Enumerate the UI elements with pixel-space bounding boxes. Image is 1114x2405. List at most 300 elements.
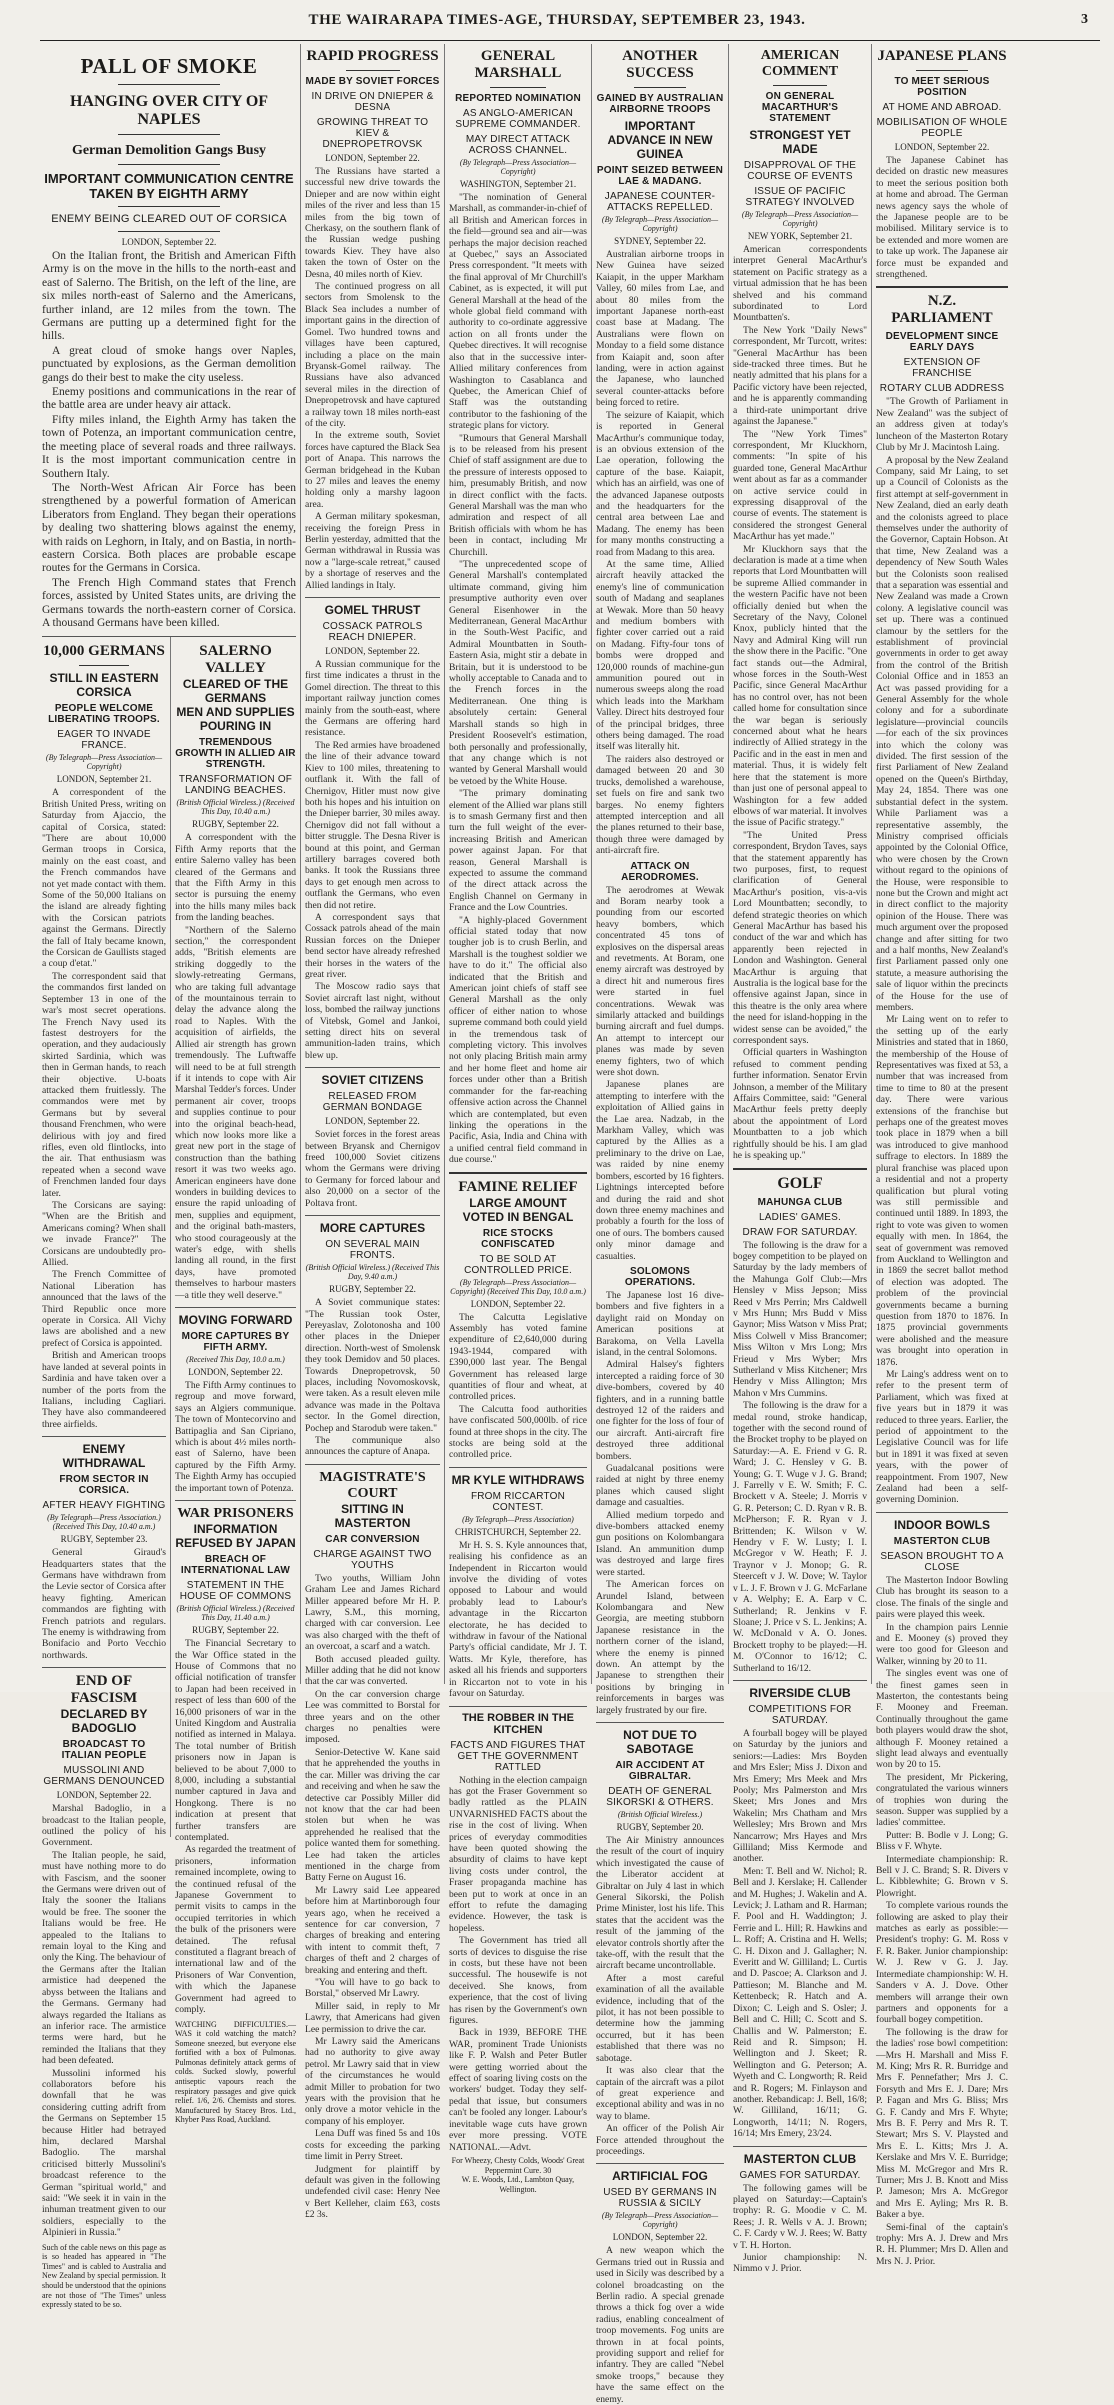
article-body [42,1547,166,1661]
divider [42,1436,166,1437]
paragraph: The New York "Daily News" correspondent, Mr Turcott, writes: "General MacArthur has been side-tracked three times. But he neatly admitted that his plans for a Pacific victory have been rejected, and he is apparently commanding a third-rate unimportant drive against the Japanese." [733,324,867,428]
paragraph: On the Italian front, the British and American Fifth Army is on the move in the hills to the north-east and east of Salerno. The British, on the left of the line, are six miles north-east of Salerno and the Americans, further inland, are 12 miles from the town. The Germans are putting up a determined fight for the hills. [42,250,296,343]
divider [773,85,827,86]
paragraph: Guadalcanal positions were raided at night by three enemy planes which caused slight damage and casualties. [596,1463,724,1509]
article-end-of-fascism [42,1673,166,2310]
advertisement: W. E. Woods, Ltd., Lambton Quay, Wellington. [461,2175,575,2194]
article-body [305,1129,440,1209]
dateline: RUGBY, September 22. [192,1625,279,1636]
paragraph: The American forces on Arundel Island, between Kolombangara and New Georgia, are meeting stubborn Japanese resistance in the northern corner of the island, where the enemy is pinned down. An attempt by the Japanese to strengthen their positions by bringing in reinforcements in barges was largely frustrated by our fire. [596,1579,724,1716]
advertisement: WATCHING DIFFICULTIES.—WAS it cold watching the match? Someone sneezed, but everyone else fortified with a box of Pulmonas. Pulmonas definitely attack germs of colds. Sucked slowly, powerful antiseptic vapours reach the respiratory passages and give quick relief. 1/6, 2/6. Chemists and stores. Manufactured by Stacey Bros. Ltd., Khyber Pass Road, Auckland. [175,2019,296,2125]
article-body [733,244,867,1162]
divider [346,70,400,71]
article-robber-in-kitchen [449,1712,587,2195]
paragraph: Official quarters in Washington refused to comment pending further information. Senator Ervin Johnson, a member of the Military Affairs Committee, said: "General MacArthur feels pretty deeply about the appointment of Lord Mountbatten to a job which rightfully should be his. I am glad he is speaking up." [733,1047,867,1162]
credit: (British Official Wireless.) (Received This Day, 9.40 a.m.) [305,1263,440,1282]
subheading: JAPANESE COUNTER-ATTACKS REPELLED. [604,191,716,213]
paragraph: Mr Lawry said the Americans had no authority to give away petrol. Mr Lawry said that in view of the circumstances he would admit Miller to probation for two years with the provision that he only drove a motor vehicle in the company of his employer. [305,2036,440,2127]
paragraph: The following games will be played on Saturday:—Captain's trophy: R. G. Moodie v C. M. Rees; J. R. Wells v A. J. Brown; C. F. Cardy v W. J. Rees; W. Batty v T. H. Horton. [733,2182,867,2251]
headline: GOLF [777,1174,823,1192]
divider [876,1512,1008,1513]
article-body [175,1638,296,2015]
paragraph: Marshal Badoglio, in a broadcast to the Italian people, outlined the policy of his Government. [42,1803,166,1849]
divider [449,1706,587,1707]
divider [305,597,440,598]
credit: (By Telegraph—Press Association.) (Received This Day, 10.40 a.m.) [47,1513,161,1532]
subheading: COSSACK PATROLS REACH DNIEPER. [322,621,423,644]
divider [876,286,1008,288]
paragraph: British and American troops have landed at several points in Sardinia and have taken over a number of the ports from the Italians, including Cagliari. They have also commandeered three airfields. [42,1350,166,1430]
paragraph: Mr Kluckhorn says that the declaration is made at a time when reports that Lord Mountbatten will be supreme Allied commander in the western Pacific have not been officially denied but when the Secretary of the Navy, Colonel Knox, publicly hinted that the Navy and Admiral King will run the show there in the Pacific. "One fact stands out—the Admiral, whose forces in the South-West Pacific, since General MacArthur has no control over, has not been called home for consultation since the war began is seriously concerned about what he hears indirectly of Allied strategy in the Pacific and in the east in men and material. Thus, it is widely felt here that the statement is more than just one of personal appeal to Washington for a few added elbows of war material. It involves the issue of Pacific strategy." [733,543,867,829]
column-rule [300,44,301,1684]
paragraph: A Soviet communique states: "The Russian took Oster, Pereyaslav, Zolotonosha and 100 other places in the Dnieper direction. North-west of Smolensk they took Demidov and 50 places. Towards Dnepropetrovsk, 50 places, including Novomoskovsk, were taken. As a result eleven mile advance was made in the Poltava sector. In the Gomel direction, Pochep and Starodub were taken." [305,1297,440,1434]
subheading: GROWING THREAT TO KIEV & DNEPROPETROVSK [316,117,429,150]
masthead-title: THE WAIRARAPA TIMES-AGE, THURSDAY, SEPTEMBER 23, 1943. [308,12,806,28]
divider [118,206,220,207]
dateline: LONDON, September 22. [325,1116,420,1127]
divider [175,1500,296,1501]
headline-naples: HANGING OVER CITY OF NAPLES [69,93,269,128]
paragraph: To complete various rounds the following are asked to play their matches as early as possible:—President's trophy: G. M. Ross v F. R. Baker. Junior championship: W. J. Rew v G. J. Jay. Intermediate championship: W. H. Sanders v A. J. Dove. Other members will arrange their own partners and opponents for a fourball bogey competition. [876,1900,1008,2026]
paragraph: "You will have to go back to Borstal," observed Mr Lawry. [305,1977,440,2000]
paragraph: The Masterton Indoor Bowling Club has brought its season to a close. The finals of the single and pairs were played this week. [876,1574,1008,1621]
dateline: LONDON, September 22. [121,237,217,247]
credit: (British Official Wireless.) (Received This Day, 11.40 a.m.) [176,1604,295,1623]
paragraph: As regarded the treatment of prisoners, information remained incomplete, owing to the continued refusal of the Japanese Government to permit visits to camps in the occupied territories in which the bulk of the prisoners were detained. The refusal constituted a flagrant breach of international law and of the Prisoners of War Convention, with which the Japanese Government had agreed to comply. [175,1844,296,2016]
divider [596,1722,724,1723]
paragraph: In the extreme south, Soviet forces have captured the Black Sea port of Anapa. This narrows the German bridgehead in the Kuban to 27 miles and leaves the enemy holding only a marshy lagoon area. [305,430,440,510]
headline-communication-centre: IMPORTANT COMMUNICATION CENTRE TAKEN BY EIGHTH ARMY [44,171,294,201]
paragraph: Enemy positions and communications in the rear of the battle area are under heavy air attack. [42,386,296,412]
paragraph: Men: T. Bell and W. Nichol; R. Bell and J. Kerslake; H. Callender and M. Hughes; J. Wakelin and A. Levick; J. Latham and R. Harman; F. Pool and H. Waddington; J. Ferrie and L. Hill; R. Hawkins and L. Roff; A. Cristina and H. Wells; C. H. Dixon and J. Gallagher; N. Everitt and W. Gilliland; L. Curtis and D. Pascoe; A. Clarkson and J. Pattieson; M. Blanche and M. Kettenbeck; R. Hatch and A. Dixon; C. Leigh and S. Osler; J. Bell and C. Hill; C. Scott and S. Challis and W. Palmerston; E. Reid and R. Simpson; H. Wellington and J. Skeet; R. Wellington and G. Peterson; A. Wyeth and C. Longworth; R. Reid and R. Rogers; M. Finlayson and another. Rebandicap: J. Bell, 16/8; W. Gilliland, 16/11; G. Longworth, 14/11; N. Rogers, 16/14; Mrs Emery, 23/24. [733,1865,867,2140]
subheading: CHARGE AGAINST TWO YOUTHS [313,1548,432,1571]
paragraph: Soviet forces in the forest areas between Bryansk and Chernigov freed 100,000 Soviet citizens whom the Germans were driving to Germany for forced labour and also 20,000 on a sector of the Poltava front. [305,1129,440,1209]
headline: DECLARED BY BADOGLIO [60,1707,148,1736]
article-body [596,2245,724,2405]
credit: (By Telegraph—Press Association—Copyright) [601,2211,719,2230]
column-2-lower [175,637,296,2125]
paragraph: Two youths, William John Graham Lee and James Richard Miller appeared before Mr H. P. Lawry, S.M., this morning, charged with car conversion. Lee was also charged with the theft of an overcoat, a scarf and a watch. [305,1572,440,1653]
page-number: 3 [1081,12,1088,27]
subheading: ON GENERAL MACARTHUR'S STATEMENT [761,91,839,124]
headline: MORE CAPTURES [319,1221,426,1236]
headline: RIVERSIDE CLUB [749,1685,851,1700]
article-war-prisoners [175,1506,296,2125]
subheading: MAY DIRECT ATTACK ACROSS CHANNEL. [465,134,571,156]
paragraph: Miller said, in reply to Mr Lawry, that Americans had given Lee permission to drive the car. [305,2000,440,2035]
headline-demolition: German Demolition Gangs Busy [71,143,267,158]
column-rule [871,44,872,1684]
credit: (British Official Wireless.) [617,1809,703,1819]
paragraph: Senior-Detective W. Kane said that he apprehended the youths in the car. Miller was driving the car and receiving and when he saw the detective car Possibly Miller did not know that the car had been stolen but when he was apprehended he realised that the police wanted them for something. Lee had taken the articles mentioned in the charge from Batty Ferne on August 16. [305,1746,440,1884]
dateline: LONDON, September 21. [56,774,152,785]
paragraph: Admiral Halsey's fighters intercepted a raiding force of 30 dive-bombers, covered by 40 fighters, and in a running battle destroyed 12 of the raiders and one fighter for the loss of four of our aircraft. Anti-aircraft fire destroyed three additional bombers. [596,1359,724,1462]
column-1-lower [42,637,166,2310]
subheading: TRANSFORMATION OF LANDING BEACHES. [178,774,293,797]
article-body [42,1803,166,2238]
divider [118,231,220,232]
divider [490,87,545,88]
subheading: DISAPPROVAL OF THE COURSE OF EVENTS [743,160,857,182]
headline: GENERAL MARSHALL [474,48,562,81]
subheading: REPORTED NOMINATION [455,93,581,104]
subheading: STATEMENT IN THE HOUSE OF COMMONS [179,1580,292,1603]
divider [449,1467,587,1468]
paragraph: The communique also announces the capture of Anapa. [305,1434,440,1458]
article-body [596,1835,724,2157]
paragraph: The "New York Times" correspondent, Mr Kluckhorn, comments: "In spite of his guarded tone, General MacArthur went about as far as a commander on active service could in expressing disapproval of the course of events. The statement is considered the strongest General MacArthur has yet made." [733,428,867,543]
dateline: SYDNEY, September 22. [614,236,706,246]
subheading: MUSSOLINI AND GERMANS DENOUNCED [43,1765,165,1788]
subheading: PEOPLE WELCOME LIBERATING TROOPS. [48,703,160,726]
paragraph: Putter: B. Bodle v J. Long; G. Bliss v F. Whyte. [876,1829,1008,1853]
paragraph: The Moscow radio says that Soviet aircraft last night, without loss, bombed the railway junctions of Vitebsk, Gomel and Jankoi, setting direct hits on several ammunition-laden trains, which blew up. [305,981,440,1061]
paragraph: "The nomination of General Marshall, as commander-in-chief of all British and American forces in the field—ground sea and air—was perhaps the major decision reached at Quebec," says an Associated Press correspondent. "It meets with the final approval of Mr Churchill's Cabinet, as is expected, it will put General Marshall at the head of the whole global field command with authority to co-ordinate aggressive action on all fronts under the Quebec directives. It will recognise also that in the successive inter-Allied military conferences from Washington to Casablanca and Quebec, the American Chief of Staff was the outstanding contributor to the fashioning of the strategic plans for victory. [449,192,587,432]
paragraph: It was also clear that the captain of the aircraft was a pilot of great experience and exceptional ability and was in no way to blame. [596,2065,724,2122]
dateline: RUGBY, September 22. [329,1284,416,1295]
subheading: TO MEET SERIOUS POSITION [894,76,990,98]
headline: WAR PRISONERS [177,1506,294,1522]
headline-pall-of-smoke: PALL OF SMOKE [80,54,258,78]
divider [305,1215,440,1216]
headline: NOT DUE TO SABOTAGE [623,1727,697,1756]
masthead-rule [40,40,1100,41]
subheading: DRAW FOR SATURDAY. [742,1226,858,1238]
dateline: RUGBY, September 22. [192,819,279,830]
subheading: RICE STOCKS CONFISCATED [481,1227,555,1250]
headline: END OF FASCISM [70,1673,138,1707]
paragraph: The Financial Secretary to the War Office stated in the House of Commons that no official notification of transfer to Japan had been received in respect of less than 600 of the 16,000 prisoners of war in the United Kingdom and Australia notified as interned in Malaya. The total number of British prisoners now in Japan is believed to be about 7,000 to 8,000, including a substantial number captured in Java and Hongkong. There is no indication at present that further transfers are contemplated. [175,1638,296,1843]
paragraph: Both accused pleaded guilty. Miller adding that he did not know that the car was converted. [305,1653,440,1688]
dateline: NEW YORK, September 21. [747,231,853,241]
paragraph: A new weapon which the Germans tried out in Russia and used in Sicily was described by a colonel broadcasting on the Berlin radio. A special grenade throws a thick fog over a wide radius, enabling concealment of troop movements. Fog units are thrown in at focal points, providing support and relief for infantry. They are called "Nebel smoke troops," because they have the same effect on the enemy. [596,2245,724,2405]
article-american-comment [733,48,867,1162]
paragraph: "The United Press correspondent, Brydon Taves, says that the statement apparently has two purposes, first, to request clarification of General MacArthur's position, vis-a-vis Lord Mountbatten; secondly, to defend strategic theories on which General MacArthur has based his conduct of the war and which has apparently been rejected in London and Washington. General MacArthur is arguing that Australia is the logical base for the offensive against Japan, since in this theatre is the only area where the need for island-hopping in the widest sense can be avoided," the correspondent says. [733,829,867,1047]
article-rapid-progress [305,48,440,591]
headline: IMPORTANT ADVANCE IN NEW GUINEA [607,119,713,161]
subheading: USED BY GERMANS IN RUSSIA & SICILY [603,2187,717,2210]
paragraph: Mr Laing's address went on to refer to the present term of Parliament, which was fixed at five years but in 1879 it was reduced to three years. Earlier, the period of appointment to the Legislative Council was for life but in 1891 it was fixed at seven years, with the power of reappointment. From 1907, New Zealand had been a self-governing Dominion. [876,1369,1008,1506]
column-rule [170,637,171,1837]
subheading: BREACH OF INTERNATIONAL LAW [180,1554,291,1577]
article-nz-parliament [876,293,1008,1505]
subheading: SEASON BROUGHT TO A CLOSE [880,1550,1004,1573]
dateline: LONDON, September 22. [470,1298,566,1309]
headline: LARGE AMOUNT VOTED IN BENGAL [462,1195,574,1224]
subheading: MOBILISATION OF WHOLE PEOPLE [876,117,1008,139]
article-more-captures [305,1221,440,1458]
dateline: LONDON, September 22. [188,1367,283,1378]
subheading: FROM SECTOR IN CORSICA. [59,1474,149,1497]
subheading: LADIES' GAMES. [759,1211,841,1223]
article-body [876,1575,1008,2267]
article-gomel-thrust [305,603,440,1061]
headline: MR KYLE WITHDRAWS [451,1472,585,1487]
article-body [876,396,1008,1505]
paragraph: The Russians have started a successful new drive towards the Dnieper and are now within eight miles of the river and less than 15 miles from the big town of Cherkasy, on the southern flank of the Russian wedge pushing towards Kiev. They have also taken the town of Oster on the Desna, 40 miles north of Kiev. [305,166,440,280]
paragraph: General Giraud's Headquarters states that the Germans have withdrawn from the Levie sector of Corsica after heavy fighting. American commandos are fighting with French patriots and regulars. The enemy is withdrawing from Bonifacio and Porto Vecchio northwards. [42,1547,166,1661]
paragraph: American correspondents interpret General MacArthur's statement on Pacific strategy as a virtual admission that he has been shelved and his command subordinated to Lord Mountbatten's. [733,244,867,324]
column-rule [728,44,729,1684]
subheading: CAR CONVERSION [325,1533,420,1545]
paragraph: Junior championship: N. Nimmo v J. Prior. [733,2252,867,2275]
paragraph: The raiders also destroyed or damaged between 20 and 30 trucks, demolished a warehouse, set fuels on fire and sank two barges. No enemy fighters attempted interception and all the planes returned to their base, though three were damaged by anti-aircraft fire. [596,753,724,857]
headline: MOVING FORWARD [178,1313,293,1328]
column-4 [449,44,587,2194]
article-mr-kyle [449,1473,587,1700]
column-6 [733,44,867,2275]
article-body [305,659,440,1061]
column-3 [305,44,440,2221]
article-another-success [596,48,724,1716]
headline: ARTIFICIAL FOG [612,2169,708,2184]
headline: RAPID PROGRESS [306,48,439,64]
headline: INFORMATION REFUSED BY JAPAN [175,1522,296,1551]
subheading: IN DRIVE ON DNIEPER & DESNA [311,91,434,113]
subheading: ROTARY CLUB ADDRESS [879,383,1005,395]
headline: SALERNO VALLEY [199,643,272,677]
paragraph: The Corsicans are saying: "When are the British and Americans coming? When shall we invade France?" The Corsicans are undoubtedly pro-Allied. [42,1200,166,1269]
paragraph: A correspondent of the British United Press, writing on Saturday from Ajaccio, the capital of Corsica, stated: "There are about 10,000 German troops in Corsica, mainly on the east coast, and the French commandos have not yet made contact with them. Some of the 50,000 Italians on the island are already fighting with the Corsican patriots against the Germans. Directly the fall of Italy became known, the Corsican de Gaullists staged a coup d'etat." [42,787,166,970]
divider [733,2146,867,2147]
subheading: GAINED BY AUSTRALIAN AIRBORNE TROOPS [596,93,724,115]
paragraph: A correspondent with the Fifth Army reports that the entire Salerno valley has been cleared of the Germans and that the Fifth Army in this sector is pursuing the enemy into the hills many miles back from the landing beaches. [175,832,296,924]
divider [733,1680,867,1681]
article-masterton-club [733,2152,867,2275]
credit: (By Telegraph—Press Association—Copyright) (Received This Day, 10.0 a.m.) [450,1277,586,1296]
divider [596,2163,724,2164]
article-enemy-withdrawal [42,1442,166,1661]
article-body [449,192,587,1166]
paragraph: The correspondent said that the commandos first landed on September 13 in one of the war's most secret operations. The French Navy used its fastest destroyers for the operation, and they audaciously skirted Sardinia, which was then in German hands, to reach their objective. U-boats attacked them fruitlessly. The commandos were met by Germans but by several thousand Frenchmen, who were delirious with joy and fired rifles, even old flintlocks, into the air. That enthusiasm was repeated when a second wave of Frenchmen landed four days later. [42,970,166,1199]
paragraph: Judgment for plaintiff by default was given in the following undefended civil case: Henry Nee v Bert Kelleher, claim £63, costs £2 3s. [305,2163,440,2221]
headline: GOMEL THRUST [324,603,421,618]
subheading: TO BE SOLD AT CONTROLLED PRICE. [464,1253,572,1276]
article-body [449,1540,587,1700]
paragraph: Australian airborne troops in New Guinea have seized Kaiapit, in the upper Markham Valley, 60 miles from Lae, and about 80 miles from the important Japanese north-east coast base at Madang. The Australians were flown on Monday to a field some distance from Kaiapit and, soon after landing, were in action against the Japanese, who launched several counter-attacks before being forced to retire. [596,249,724,409]
subheading: EAGER TO INVADE FRANCE. [57,729,151,752]
subheading: EXTENSION OF FRANCHISE [903,357,981,380]
divider [305,1067,440,1068]
paragraph: A Russian communique for the first time indicates a thrust in the Gomel direction. The threat to this important railway junction comes mainly from the south-east, where the Germans are offering hard resistance. [305,659,440,739]
paragraph: Lena Duff was fined 5s and 10s costs for exceeding the parking time limit in Perry Street. [305,2128,440,2163]
paragraph: "Rumours that General Marshall is to be released from his present Chief of staff assignment are due to the pressure of interests opposed to him, presumably British, and now in direct conflict with the facts. General Marshall was the man who admiration and respect of all British officials with whom he has been in contact, including Mr Churchill. [449,432,587,558]
article-body [733,1240,867,1674]
subheading: BROADCAST TO ITALIAN PEOPLE [61,1739,147,1762]
paragraph: A fourball bogey will be played on Saturday by the juniors and seniors:—Ladies: Mrs Boyden and Mrs Esler; Miss J. Dixon and Mrs Emery; Mrs Meek and Mrs Pooly; Mrs Palmerston and Mrs Skeet; Mrs Jones and Mrs Wakelin; Mrs Chatham and Mrs Wellesley; Mrs Brown and Mrs Nancarrow; Mrs Hayes and Mrs Gilliland; Miss Kermode and another. [733,1727,867,1865]
divider [118,164,220,165]
subheading: AFTER HEAVY FIGHTING [42,1500,166,1512]
credit: (By Telegraph—Press Association—Copyright) [459,158,577,176]
dateline: WASHINGTON, September 21. [459,179,577,189]
paragraph: The North-West African Air Force has been strengthened by a powerful formation of American Liberators from England. They began their operations by dealing two shattering blows against the enemy, with raids on Leghorn, in Italy, and on Bastia, in north-eastern Corsica. Both places are probable escape routes for the Germans in Corsica. [42,481,296,575]
paragraph: The following is the draw for a bogey competition to be played on Saturday by the lady members of the Mahunga Golf Club:—Mrs Hensley v Miss Jepson; Miss Reed v Mrs Perrin; Mrs Caldwell v Mrs Hunn; Mrs Budd v Miss Gaynor; Miss Watson v Miss Prat; Miss Colwell v Miss Brancomer; Miss Wilton v Mrs Long; Mrs Frieud v Mrs Wyber; Mrs Sutherland v Miss Kitchener; Mrs Hendry v Miss Allington; Mrs Mahon v Mrs Cummins. [733,1239,867,1399]
article-body [596,1290,724,1716]
subheading: ATTACK ON AERODROMES. [621,860,699,883]
paragraph: The Government has tried all sorts of devices to disguise the rise in costs, but these have not been successful. The housewife is not deceived. She knows, from experience, that the cost of living has risen by the Government's own figures. [449,1935,587,2027]
paragraph: In the champion pairs Lennie and E. Mooney (s) proved they were too good for Gleeson and Walker, winning by 20 to 11. [876,1621,1008,1667]
article-10000-germans [42,643,166,1430]
subheading: ISSUE OF PACIFIC STRATEGY INVOLVED [745,186,855,208]
paragraph: On the car conversion charge Lee was committed to Borstal for three years and on the other charges no penalties were imposed. [305,1688,440,1746]
dateline: RUGBY, September 20. [616,1821,704,1832]
headline: MEN AND SUPPLIES POURING IN [176,705,295,734]
credit: (By Telegraph—Press Association—Copyright) [741,210,859,228]
dateline: RUGBY, September 23. [60,1534,148,1545]
divider [305,1464,440,1465]
subheading: COMPETITIONS FOR SATURDAY. [748,1703,852,1726]
headline: MASTERTON CLUB [743,2151,857,2166]
article-body [305,166,440,591]
paragraph: Mr Laing went on to refer to the setting up of the early Ministries and stated that in 1860, the membership of the House of Representatives was fixed at 53, a number that was increased from time to time to 80 at the present day. There were various extensions of the franchise but perhaps one of the greatest moves took place in 1879 when a bill was introduced to give manhood suffrage to electors. In 1889 the plural franchise was placed upon a residential and not a property qualification but plural voting was still permissible and continued until 1889. In 1893, the right to vote was given to women equally with men. In 1864, the seat of government was removed from Auckland to Wellington and in 1869 the secret ballot method of election was adopted. The problem of the provincial governments became a burning question from 1870 to 1876. In 1875 provincial governments were abolished and the measure was brought into operation in 1876. [876,1014,1008,1368]
paragraph: A German military spokesman, receiving the foreign Press in Berlin yesterday, admitted that the German withdrawal in Russia was now a "large-scale retreat," caused by a shortage of reserves and the Allied landings in Italy. [305,511,440,591]
paragraph: The following is the draw for a medal round, stroke handicap, together with the second round of the Brocket trophy to be played on Saturday:—A. E. Friend v G. R. Ward; J. C. Hensley v G. B. Young; G. T. Wuge v J. G. Brand; J. Farrelly v E. W. Smith; F. C. Brockett v A. Steele; J. Morris v G. R. Peterson; C. D. Ryan v R. B. McPherson; F. R. Ryan v J. Brittenden; K. Wilson v W. Hendry v F. W. Lusty; I. I. McGregor v W. Heath; F. J. Traynor v J. Monop; G. R. Steerceft v J. W. Dove; W. Taylor v L. J. F. Brown v J. G. McFarlane v A. Welphy; E. A. Earp v C. Sutherland; R. Jenkins v F. Sloane; J. Price v S. L. Jenkins; A. W. McDonald v A. O. Jones. Brockett trophy to be played:—H. M. O'Connor to 16/12; C. Sutherland to 16/12. [733,1400,867,1674]
article-body [596,885,724,1262]
subheading: AS ANGLO-AMERICAN SUPREME COMMANDER. [455,108,581,130]
credit: (British Official Wireless.) (Received This Day, 10.40 a.m.) [176,798,295,817]
divider [634,87,685,88]
article-moving-forward [175,1313,296,1494]
lower-split [42,637,296,2310]
divider [916,70,969,71]
credit: (Received This Day, 10.0 a.m.) [186,1355,285,1365]
paragraph: The continued progress on all sectors from Smolensk to the Black Sea includes a number of important gains in the direction of Gomel. Two hundred towns and villages have been captured, including a place on the main Bryansk-Gomel railway. The Russians have also advanced several miles in the direction of Dnepropetrovsk and have captured a railway town 18 miles north-east of the city. [305,281,440,429]
paragraph: The Calcutta food authorities have confiscated 500,000lb. of rice found at three shops in the city. The stocks are being sold at the controlled price. [449,1403,587,1461]
paragraph: The Japanese lost 16 dive-bombers and five fighters in a daylight raid on Monday on American positions at Barakoma, on Vella Lavella island, in the central Solomons. [596,1289,724,1358]
paragraph: "The unprecedented scope of General Marshall's contemplated ultimate command, giving him presumptive authority even over General Eisenhower in the Mediterranean, General MacArthur in the South-West Pacific, and Admiral Mountbatten in South-Eastern Asia, might stir a debate in Britain, but it is understood to be wholly acceptable to Canada and to the French forces in the Mediterranean. One thing is absolutely certain: General Marshall stands so high in President Roosevelt's estimation, both personally and professionally, that any change which is not wanted by General Marshall would be vetoed by the White House. [449,559,587,787]
divider [118,134,220,135]
article-not-due-to-sabotage [596,1728,724,2157]
dateline: LONDON, September 22. [894,142,990,152]
subheading: AIR ACCIDENT AT GIBRALTAR. [615,1759,705,1782]
masthead [0,8,1114,36]
headline: AMERICAN COMMENT [760,48,840,79]
dateline: LONDON, September 22. [56,1790,152,1801]
headline: ENEMY WITHDRAWAL [62,1442,146,1471]
paragraph: The Japanese Cabinet has decided on drastic new measures to meet the serious position both at home and abroad. The German news agency says the whole of the Japanese people are to be mobilised. Military service is to be extended and more women are to take up work. The Japanese air force must be expanded and strengthened. [876,155,1008,281]
paragraph: The Calcutta Legislative Assembly has voted famine expenditure of £2,640,000 during 1943-1944, compared with £390,000 last year. The Bengal Government has released large quantities of flour and wheat, at controlled prices. [449,1311,587,1403]
article-body [596,249,724,857]
article-body [876,155,1008,280]
column-rule [444,44,445,1684]
paragraph: The president, Mr Pickering, congratulated the various winners of trophies won during the season. Supper was supplied by a ladies' committee. [876,1771,1008,1829]
paragraph: The Red armies have broadened the line of their advance toward Kiev to 100 miles, threatening to outflank it. With the fall of Chernigov, Hitler must now give both his hopes and his intuition on the Dnieper barrier, 30 miles away. Chernigov did not fall without a bitter struggle. The Desna River is bound at this point, and German artillery barrages covered both banks. It took the Russians three days to get enough men across to outflank the Germans, who even then did not retire. [305,739,440,911]
paragraph: At the same time, Allied aircraft heavily attacked the enemy's line of communication south of Madang and seaplanes at Wewak. More than 50 heavy and medium bombers with fighter cover carried out a raid on Madang. Fifty-four tons of bombs were dropped and 120,000 rounds of machine-gun ammunition poured out in numerous sweeps along the road which leads into the Markham Valley. Direct hits destroyed four of the principal bridges, three others being damaged. The road itself was literally hit. [596,558,724,753]
article-salerno-valley [175,643,296,1301]
paragraph: Mr H. S. S. Kyle announces that, realising his confidence as an Independent in Riccarton would involve the dividing of votes opposed to Labour and would probably lead to Labour's advantage in the Riccarton electorate, he has decided to withdraw in favour of the National Party's official candidate, Mr J. T. Watts. Mr Kyle, therefore, has asked all his friends and supporters in Riccarton not to vote in his favour on Saturday. [449,1539,587,1700]
paragraph: The Air Ministry announces the result of the court of inquiry which investigated the cause of the Liberator accident at Gibraltar on July 4 last in which General Sikorski, the Polish Prime Minister, lost his life. This states that the accident was the result of the jamming of the elevator controls shortly after the take-off, with the result that the aircraft became uncontrollable. [596,1834,724,1972]
paragraph: After a most careful examination of all the available evidence, including that of the pilot, it has not been possible to determine how the jamming occurred, but it has been established that there was no sabotage. [596,1972,724,2064]
headline-corsica: ENEMY BEING CLEARED OUT OF CORSICA [51,213,287,225]
paragraph: Intermediate championship: R. Bell v J. C. Brand; S. R. Divers v L. Kibblewhite; G. Brown v S. Plowright. [876,1853,1008,1899]
paragraph: The French Committee of National Liberation has announced that the laws of the Third Republic once more operate in Corsica. All Vichy laws are abolished and a new prefect of Corsica is appointed. [42,1269,166,1349]
headline: STRONGEST YET MADE [749,128,851,156]
headline: STILL IN EASTERN CORSICA [49,671,159,700]
headline: JAPANESE PLANS [877,48,1007,64]
subheading: MASTERTON CLUB [893,1535,991,1547]
headline: ANOTHER SUCCESS [622,48,698,81]
credit: (By Telegraph—Press Association—Copyright) [601,215,719,233]
columns-left [42,44,296,2310]
paragraph: A great cloud of smoke hangs over Naples, punctuated by explosions, as the German demolition gangs do their best to make the city useless. [42,344,296,384]
column-rule [591,44,592,1684]
divider [449,1172,587,1174]
column-5 [596,44,724,2405]
paragraph: A correspondent says that Cossack patrols ahead of the main Russian forces on the Dnieper bend sector have already refreshed their horses in the waters of the great river. [305,911,440,980]
headline: MAGISTRATE'S COURT [319,1469,426,1501]
article-magistrates-court [305,1470,440,2221]
subheading: RELEASED FROM GERMAN BONDAGE [322,1091,423,1114]
headline: THE ROBBER IN THE KITCHEN [462,1711,574,1736]
article-artificial-fog [596,2169,724,2405]
footnote: Such of the cable news on this page as is so headed has appeared in "The Times" and is cabled to Australia and New Zealand by special permission. It should be understood that the opinions are not those of "The Times" unless expressly stated to be so. [42,2242,166,2310]
paragraph: Mr Lawry said Lee appeared before him at Martinborough four years ago, when he received a sentence for car conversion, 7 charges of breaking and entering with intent to commit theft, 7 charges of theft and 2 charges of breaking and entering and theft. [305,1884,440,1976]
paragraph: Nothing in the election campaign has got the Fraser Government so badly rattled as the PLAIN UNVARNISHED FACTS about the rise in the cost of living. When prices of everyday commodities have been quoted showing the absurdity of claims to have kept living costs under control, the Fraser propaganda machine has been put to work at once in an effort to refute the damaging evidence. However, the task is hopeless. [449,1774,587,1934]
article-riverside-club [733,1686,867,2140]
headline: FAMINE RELIEF [458,1178,578,1195]
paragraph: The seizure of Kaiapit, which is reported in General MacArthur's communique today, is an obvious extension of the Lae operation, following the capture of the base. Kaiapit, which has an airfield, was one of the advanced Japanese outposts and the headquarters for the central area between Lae and Madang. The enemy has been for many months constructing a road from Madang to this area. [596,409,724,558]
credit: (By Telegraph—Press Association) [462,1514,574,1524]
dateline: LONDON, September 22. [612,2232,708,2243]
subheading: TREMENDOUS GROWTH IN ALLIED AIR STRENGTH. [175,737,296,771]
subheading: ON SEVERAL MAIN FRONTS. [325,1239,420,1262]
article-body [305,1573,440,2221]
paragraph: Mussolini informed his collaborators before his downfall that he was considering cutting adrift from the Germans on September 15 because Hitler had betrayed him, declared Marshal Badoglio. The marshal criticised bitterly Mussolini's broadcast reference to the German "spiritual world," and said: "We seek it in vain in the inhuman treatment given to our soldiers, especially to the Alpinieri in Russia." [42,2067,166,2239]
article-body [42,787,166,1430]
subheading: FROM RICCARTON CONTEST. [470,1490,566,1513]
credit: (By Telegraph—Press Association—Copyright) [45,753,163,772]
article-golf [733,1175,867,1674]
divider [175,1307,296,1308]
headline: SITTING IN MASTERTON [334,1501,411,1530]
headline: SOVIET CITIZENS [321,1073,424,1088]
article-body [449,1312,587,1461]
advertisement: For Wheezy, Chesty Colds, Woods' Great Peppermint Cure. 30 [451,2155,585,2175]
article-body [305,1297,440,1458]
paragraph: "A highly-placed Government official stated today that now tougher job is to crush Berlin, and Marshall is the toughest soldier we have to do it." The official also indicated that the British and American joint chiefs of staff see General Marshall as the only officer of either nation to whose supreme command both could yield in the tremendous task of completing victory. This involves not only placing British main army and her home fleet and home air forces under other than a British commander for the far-reaching offensive action across the Channel which are contemplated, but even linking the operations in the Pacific, Asia, India and China with a unified central field command in due course." [449,914,587,1166]
paragraph: Allied medium torpedo and dive-bombers attacked enemy gun positions on Kolombangara Island. An ammunition dump was destroyed and large fires were started. [596,1509,724,1578]
article-body [449,1775,587,2153]
paragraph: A proposal by the New Zealand Company, said Mr Laing, to set up a Council of Colonists as the first attempt at self-government in New Zealand, died an early death and the colonists agreed to place themselves under the authority of the Governor, Captain Hobson. At that time, New Zealand was a dependency of New South Wales but the Colonists soon realised that a separation was essential and New Zealand was made a Crown colony. A legislative council was set up. There was a continued clamour by the settlers for the establishment of provincial governments in order to get away from the control of the British Colonial Office and in 1853 an Act was passed providing for a General Assembly for the whole colony and for a subordinate legislature—provincial councils—for each of the six provinces into which the colony was divided. The first session of the first Parliament of New Zealand opened on the Queen's Birthday, May 24, 1854. There was one substantial defect in the system. While Parliament was a representative assembly, the Ministry comprised officials appointed by the Colonial Office, who were chosen by the Crown without regard to the opinions of the House, were responsible to none but the Crown and might act in direct conflict to the majority opinion of the House. There was much argument over the proposed change and after sitting for two and a half months, New Zealand's first Parliament passed only one statute, a measure authorising the sale of liquor within the precincts of the House for the use of members. [876,454,1008,1013]
divider [79,665,129,666]
subheading: MORE CAPTURES BY FIFTH ARMY. [181,1331,290,1354]
subheading: FACTS AND FIGURES THAT GET THE GOVERNMENT RATTLED [450,1739,586,1773]
paragraph: The French High Command states that French forces, assisted by United States units, are driving the Germans towards the north-eastern corner of Corsica. A thousand Germans have been killed. [42,576,296,629]
paragraph: "The Growth of Parliament in New Zealand" was the subject of an address given at today's luncheon of the Masterton Rotary Club by Mr J. Macintosh Laing. [876,396,1008,454]
paragraph: The Fifth Army continues to regroup and move forward, says an Algiers communique. The town of Montecorvino and Battipaglia and San Cipriano, which is about 4½ miles north-east of Salerno, have been captured by the Fifth Army. The Eighth Army has occupied the important town of Potenza. [175,1380,296,1494]
dateline: CHRISTCHURCH, September 22. [455,1526,581,1537]
subheading: DEVELOPMENT SINCE EARLY DAYS [885,331,999,354]
paragraph: The following is the draw for the ladies' rose bowl competition:—Mrs H. Marshall and Miss F. M. King; Mrs R. R. Burridge and Mrs F. Pennefather; Mrs J. C. Forsyth and Mrs E. J. Dare; Mrs P. Fagan and Mrs G. Bliss; Mrs G. F. Candy and Mrs F. Whyte; Mrs B. F. Perry and Mrs R. T. Stewart; Mrs S. V. Playsted and Mrs E. L. Kitts; Mrs J. A. Kerslake and Mrs V. E. Burridge; Miss M. McGregor and Mrs R. Turner; Mrs J. B. Knott and Miss P. Jameson; Mrs A. McGregor and Mrs E. Ayling; Mrs R. B. Baker a bye. [876,2026,1008,2221]
subheading: AT HOME AND ABROAD. [882,102,1002,113]
paragraph: "Northern of the Salerno section," the correspondent adds, "British elements are striking doggedly to the slowly-retreating Germans, who are taking full advantage of the mountainous terrain to delay the advance along the road to Naples. With the acquisition of airfields, the Allied air strength has grown tremendously. The Luftwaffe will need to be at full strength if it intends to cope with Air Marshal Tedder's forces. Under permanent air cover, troops and supplies continue to pour into the original beach-head, which now looks more like a great new port in the stage of construction than the bathing resort it was two weeks ago. American engineers have done wonders in building devices to ensure the rapid unloading of men, supplies and equipment, and the original bath-masters, who stood courageously at the water's edge, with shells landing all round, in the first days, have promoted themselves to harbour masters—a title they well deserve." [175,924,296,1301]
subheading: SOLOMONS OPERATIONS. [624,1265,696,1288]
lead-story-body [42,250,296,630]
divider [733,1168,867,1170]
paragraph: The singles event was one of the finest games seen in Masterton, the contestants being F. Mooney and Freeman. Continually throughout the game both players would draw the shot, although F. Mooney retained a slight lead always and eventually won by 20 to 15. [876,1668,1008,1771]
article-body [733,2183,867,2275]
dateline: LONDON, September 22. [325,153,420,163]
paragraph: The Italian people, he said, must have nothing more to do with Fascism, and the sooner the Germans were driven out of Italy the sooner the Italians would be free. The sooner the Italians would be free. He appealed to the Italians to remain loyal to the King and only the King. The behaviour of the Germans after the Italian armistice had deepened the abyss between the Italians and the Germans. Germany had always regarded the Italians as an inferior race. The armistice terms were hard, but he reminded the Italians that they had been defeated. [42,1849,166,2067]
article-general-marshall [449,48,587,1166]
dateline: LONDON, September 22. [325,646,420,657]
article-body [175,832,296,1301]
paragraph: Back in 1939, BEFORE THE WAR, prominent Trade Unionists like F. P. Walsh and Peter Butler were getting worried about the effect of soaring living costs on the workers' budget. Today they self-pedal that issue, but consumers can't be fooled any longer. Labour's inevitable wage cuts have grown ever more pressing. VOTE NATIONAL.—Advt. [449,2027,587,2153]
paragraph: The aerodromes at Wewak and Boram nearby took a pounding from our escorted heavy bombers, which concentrated 45 tons of explosives on the dispersal areas and revetments. At Boram, one enemy aircraft was destroyed by a direct hit and numerous fires were started in fuel concentrations. Wewak was similarly attacked and buildings burning aircraft and fuel dumps. An attempt to intercept our planes was made by seven enemy fighters, two of which were shot down. [596,884,724,1079]
divider [42,1667,166,1668]
article-famine-relief [449,1179,587,1461]
subheading: POINT SEIZED BETWEEN LAE & MADANG. [596,165,724,187]
